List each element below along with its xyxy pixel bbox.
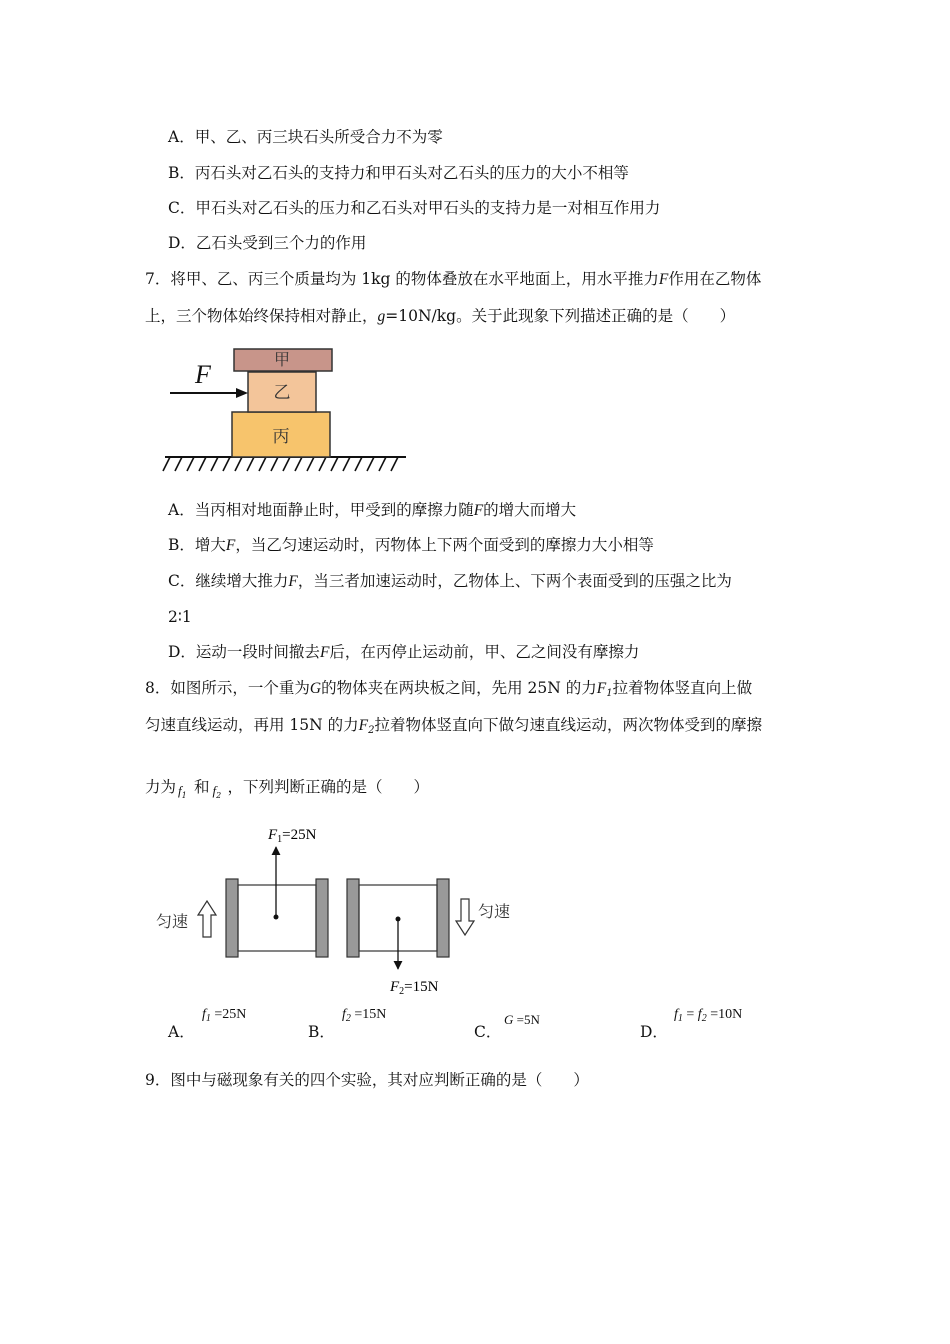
q8-stem-line2: 匀速直线运动，再用 15N 的力$F_2$拉着物体竖直向下做匀速直线运动，两次物体受到的摩擦 [145, 716, 762, 736]
left-plate-1 [226, 879, 238, 957]
uniform-up-arrow-icon [198, 901, 216, 937]
right-plate-2 [437, 879, 449, 957]
q7-stacked-blocks-figure [160, 345, 410, 477]
q8-clamped-object-figure [150, 815, 520, 1000]
f2-label: $F_2=15N$ [390, 979, 439, 997]
block-bing-label: 丙 [272, 427, 290, 447]
block-jia-label: 甲 [273, 350, 291, 369]
q8-stem-line3: 力为 $f_1$ 和 $f_2$ ，下列判断正确的是（ ） [145, 778, 430, 800]
q9-stem: 9．图中与磁现象有关的四个实验，其对应判断正确的是（ ） [145, 1071, 589, 1089]
q8-option-d: D． $f_1 = f_2 =10N$ [640, 1007, 743, 1041]
q7-option-c: C．继续增大推力F，当三者加速运动时，乙物体上、下两个表面受到的压强之比为 [168, 572, 732, 590]
force-arrow-head [236, 388, 248, 398]
q6-option-c: C．甲石头对乙石头的压力和乙石头对甲石头的支持力是一对相互作用力 [168, 199, 661, 217]
q6-option-a: A．甲、乙、丙三块石头所受合力不为零 [168, 128, 443, 146]
q7-stem-line2: 上，三个物体始终保持相对静止，g=10N/kg。关于此现象下列描述正确的是（ ） [145, 307, 736, 325]
q8-option-b: B． $f_2 =15N$ [308, 1007, 387, 1041]
q8-stem-line1: 8．如图所示，一个重为G的物体夹在两块板之间，先用 25N 的力$F_1$拉着物体竖直向上做 [145, 679, 753, 699]
ground-hatching [163, 457, 398, 471]
q6-option-d: D．乙石头受到三个力的作用 [168, 234, 367, 252]
right-uniform-label: 匀速 [478, 902, 511, 921]
q7-option-b: B．增大F，当乙匀速运动时，丙物体上下两个面受到的摩擦力大小相等 [168, 536, 654, 554]
q8-option-c: C． G =5N [474, 1012, 540, 1041]
left-uniform-label: 匀速 [156, 912, 189, 931]
q6-option-b: B．丙石头对乙石头的支持力和甲石头对乙石头的压力的大小不相等 [168, 164, 629, 182]
q7-option-a: A．当丙相对地面静止时，甲受到的摩擦力随F的增大而增大 [168, 501, 577, 519]
force-label: F [195, 360, 211, 389]
q7-option-c-continued: 2∶1 [168, 608, 192, 626]
q8-option-a: A． $f_1 =25N$ [168, 1007, 247, 1041]
q7-stem-line1: 7．将甲、乙、丙三个质量均为 1kg 的物体叠放在水平地面上，用水平推力F作用在乙物体 [145, 270, 762, 288]
uniform-down-arrow-icon [456, 899, 474, 935]
f1-label: $F_1=25N$ [268, 827, 317, 845]
right-plate-1 [347, 879, 359, 957]
block-yi-label: 乙 [273, 383, 291, 403]
q7-option-d: D．运动一段时间撤去F后，在丙停止运动前，甲、乙之间没有摩擦力 [168, 643, 640, 661]
left-plate-2 [316, 879, 328, 957]
